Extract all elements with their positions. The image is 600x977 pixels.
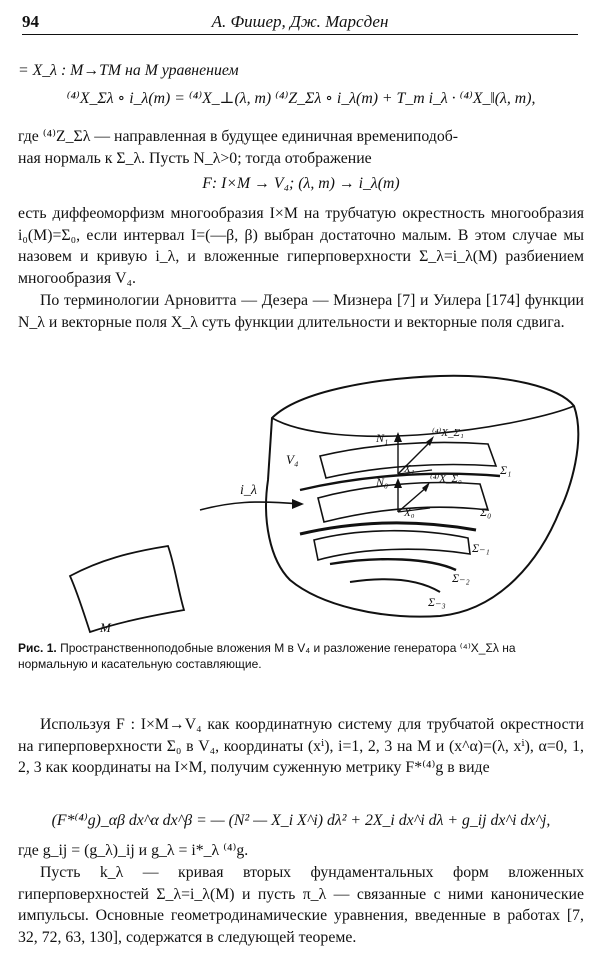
label-v4: V₄ xyxy=(286,452,299,467)
paragraph-geometrodynamics xyxy=(18,862,584,948)
running-header xyxy=(22,10,578,35)
label-x0: X₀ xyxy=(404,507,415,519)
equation-map: F: I×M → V₄; (λ, m) → i_λ(m) xyxy=(202,175,400,192)
caption-text: Пространственноподобные вложения M в V₄ и разложение генератора ⁽⁴⁾X_Σλ на нормальную и касательную составляющие. xyxy=(18,641,516,671)
running-title: А. Фишер, Дж. Марсден xyxy=(211,12,389,31)
label-m: M xyxy=(100,620,111,635)
embedding-arrow xyxy=(200,502,300,510)
figure-caption xyxy=(18,640,584,672)
slice-sigma-m1 xyxy=(314,531,470,560)
paragraph-coordinates xyxy=(18,714,584,779)
label-sigma1: Σ₁ xyxy=(500,463,512,477)
label-n0: N₀ xyxy=(376,475,389,489)
text-line: ная нормаль к Σ_λ. Пусть N_λ>0; тогда отображение xyxy=(18,149,372,167)
normal-definition xyxy=(18,126,584,169)
paragraph-text: По терминологии Арновитта — Дезера — Мизнера [7] и Уилера [174] функции N_λ и векторные поля X_λ суть функции длительности и векторные поля сдвига. xyxy=(18,292,584,331)
page-number: 94 xyxy=(22,12,39,31)
label-x1: X₁ xyxy=(404,463,415,475)
intro-line: = X_λ : M→TM на M уравнением xyxy=(18,62,239,79)
manifold-m xyxy=(70,546,184,632)
paragraph-diffeomorphism xyxy=(18,203,584,289)
label-sigma-m1: Σ₋₁ xyxy=(472,541,490,555)
slice-sigma-m2 xyxy=(330,559,456,570)
slice-sigma0 xyxy=(318,483,488,522)
label-i-lambda: i_λ xyxy=(240,483,257,498)
paragraph-text: Пусть k_λ — кривая вторых фундаментальных форм вложенных гиперповерхностей Σ_λ=i_λ(M) и пусть π_λ — связанные с ними канонические импульсы. Основные геометродинамические уравнения, введенные в работах [7, 32, 72, 63, 130], содержатся в следующей теореме. xyxy=(18,864,584,946)
equation-metric: (F*⁽⁴⁾g)_αβ dx^α dx^β = — (N² — X_i X^i) dλ² + 2X_i dx^i dλ + g_ij dx^i dx^j, xyxy=(51,812,551,829)
paragraph-terminology xyxy=(18,290,584,333)
tube-rim xyxy=(272,406,574,436)
label-sigma0: Σ₀ xyxy=(480,505,492,519)
caption-label: Рис. 1. xyxy=(18,641,57,655)
label-x-sigma1: ⁽⁴⁾X_Σ₁ xyxy=(432,427,464,439)
label-x-sigma0: ⁽⁴⁾X_Σ₀ xyxy=(430,473,462,485)
text-line: где ⁽⁴⁾Z_Σλ — направленная в будущее единичная времениподоб- xyxy=(18,128,459,145)
label-sigma-m2: Σ₋₂ xyxy=(452,571,470,585)
embedding-figure xyxy=(0,370,600,638)
paragraph-text: Используя F : I×M→V₄ как координатную систему для трубчатой окрестности на гиперповерхности Σ₀ в V₄, координаты (xⁱ), i=1, 2, 3 на M и (x^α)=(λ, xⁱ), α=0, 1, 2, 3 как координаты на I×M, получим суженную метрику F*⁽⁴⁾g в виде xyxy=(18,716,584,777)
slice-sigma-m3 xyxy=(350,579,440,592)
text-line: где g_ij = (g_λ)_ij и g_λ = i*_λ ⁽⁴⁾g. xyxy=(18,842,249,859)
label-n1: N₁ xyxy=(376,431,389,445)
paragraph-text: есть диффеоморфизм многообразия I×M на трубчатую окрестность многообразия i₀(M)=Σ₀, если интервал I=(—β, β) выбран достаточно малым. В этом случае мы назовем и кривую i_λ, и вложенные гиперповерхности Σ_λ=i_λ(M) разбиением многообразия V₄. xyxy=(18,205,584,287)
metric-definition xyxy=(18,840,584,862)
label-sigma-m3: Σ₋₃ xyxy=(428,595,446,609)
equation-decomposition: ⁽⁴⁾X_Σλ ∘ i_λ(m) = ⁽⁴⁾X_⊥(λ, m) ⁽⁴⁾Z_Σλ ∘ i_λ(m) + T_m i_λ · ⁽⁴⁾X_‖(λ, m), xyxy=(66,90,536,107)
